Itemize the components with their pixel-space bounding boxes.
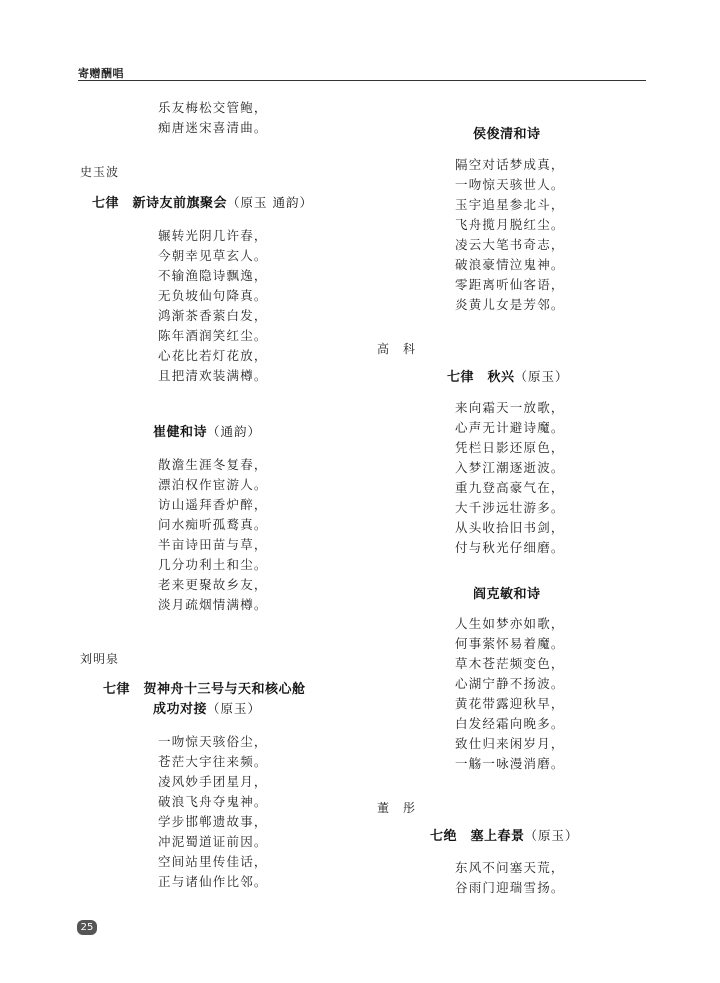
- poem-line: 正与诸仙作比邻。: [158, 874, 268, 889]
- poem-line: 付与秋光仔细磨。: [455, 540, 565, 555]
- poem-line: 辗转光阴几许春，: [158, 228, 268, 243]
- poem-line: 且把清欢装满樽。: [158, 368, 268, 383]
- poem-line: 人生如梦亦如歌，: [455, 616, 565, 631]
- poem-title-text: 七律 秋兴: [447, 370, 515, 385]
- poem-title-note: （原玉 通韵）: [227, 195, 313, 210]
- poem-line: 问水痴听孤鹜真。: [158, 517, 268, 532]
- poem-line: 鸿渐茶香萦白发，: [158, 308, 268, 323]
- poem-line: 东风不问塞天荒，: [455, 860, 565, 875]
- poem-line: 散澹生涯冬复春，: [158, 457, 268, 472]
- poem-line: 凭栏日影还原色，: [455, 440, 565, 455]
- poem-line: 苍茫大宇往来频。: [158, 754, 268, 769]
- poem-line: 来向霜天一放歌，: [455, 400, 565, 415]
- poem-line: 凌风妙手团星月，: [158, 774, 268, 789]
- section-title: 寄赠酬唱: [78, 67, 124, 80]
- poem-stanza: [158, 455, 268, 615]
- poem-title-note: （原玉）: [514, 369, 569, 384]
- poem-line: 几分功利土和尘。: [158, 557, 268, 572]
- poem-line: 黄花带露迎秋早，: [455, 696, 565, 711]
- poem-title-cont: [153, 698, 261, 717]
- poem-stanza: [455, 398, 565, 558]
- poem-author: 董 彤: [377, 801, 417, 815]
- poem-line: 破浪飞舟夺鬼神。: [158, 794, 268, 809]
- poem-line: 冲泥蜀道证前因。: [158, 834, 268, 849]
- poem-line: 一吻惊天骇俗尘，: [158, 734, 268, 749]
- poem-title-text: 成功对接: [153, 702, 208, 717]
- poem-line: 漂泊权作宦游人。: [158, 477, 268, 492]
- poem-line: 隔空对话梦成真，: [455, 157, 565, 172]
- poem-stanza: [158, 226, 268, 386]
- poem-line: 白发经霜向晚多。: [455, 716, 565, 731]
- poem-line: 痴唐迷宋喜清曲。: [158, 120, 268, 135]
- running-header: [78, 62, 646, 81]
- poem-author: 刘明泉: [80, 652, 120, 666]
- poem-line: 半亩诗田苗与草，: [158, 537, 268, 552]
- poem-title: [430, 825, 579, 844]
- poem-title-note: （原玉）: [207, 701, 262, 716]
- poem-author: 史玉波: [80, 165, 120, 179]
- poem-line: 重九登高豪气在，: [455, 480, 565, 495]
- poem-line: 访山遥拜香炉醉，: [158, 497, 268, 512]
- poem-line: 今朝幸见草玄人。: [158, 248, 268, 263]
- poem-title-note: （原玉）: [524, 828, 579, 843]
- poem-line: 一觞一咏漫消磨。: [455, 756, 565, 771]
- poem-title: 阎克敏和诗: [473, 587, 541, 602]
- poem-line: 大千涉远壮游多。: [455, 500, 565, 515]
- poem-line: 飞舟揽月脱红尘。: [455, 217, 565, 232]
- poem-line: 乐友梅松交管鲍，: [158, 100, 268, 115]
- poem-line: 破浪豪情泣鬼神。: [455, 257, 565, 272]
- poem-stanza: [455, 614, 565, 774]
- poem-stanza: [455, 155, 565, 315]
- poem-line: 心声无计避诗魔。: [455, 420, 565, 435]
- poem-line: 老来更聚故乡友，: [158, 577, 268, 592]
- poem-stanza: [158, 732, 268, 892]
- poem-line: 心湖宁静不扬波。: [455, 676, 565, 691]
- poem-title: 侯俊清和诗: [473, 127, 541, 142]
- poem-line: 不输渔隐诗飘逸，: [158, 268, 268, 283]
- poem-line: 一吻惊天骇世人。: [455, 177, 565, 192]
- poem-line: 心花比若灯花放，: [158, 348, 268, 363]
- page-number: 25: [77, 920, 97, 935]
- poem-line: 谷雨门迎瑞雪扬。: [455, 880, 565, 895]
- poem-line: 草木苍茫频变色，: [455, 656, 565, 671]
- poem-line: 凌云大笔书奇志，: [455, 237, 565, 252]
- poem-stanza: [455, 858, 565, 898]
- poem-line: 何事萦怀易着魔。: [455, 636, 565, 651]
- poem-line: 陈年酒润笑红尘。: [158, 328, 268, 343]
- poem-line: 玉宇追星参北斗，: [455, 197, 565, 212]
- poem-line: 入梦江潮逐逝波。: [455, 460, 565, 475]
- poem-line: 零距离听仙客语，: [455, 277, 565, 292]
- poem-title-note: （通韵）: [207, 424, 262, 439]
- poem-title-text: 崔健和诗: [153, 425, 208, 440]
- poem-title-text: 七绝 塞上春景: [430, 829, 525, 844]
- poem-line: 无负坡仙句降真。: [158, 288, 268, 303]
- poem-line: 空间站里传佳话，: [158, 854, 268, 869]
- poem-title: 七律 贺神舟十三号与天和核心舱: [103, 682, 306, 697]
- poem-line: 致仕归来闲岁月，: [455, 736, 565, 751]
- poem-title: [447, 366, 569, 385]
- poem-title: [92, 192, 313, 211]
- intro-stanza: [158, 98, 268, 138]
- poem-line: 学步邯郸遗故事，: [158, 814, 268, 829]
- poem-title: [153, 421, 261, 440]
- poem-line: 淡月疏烟情满樽。: [158, 597, 268, 612]
- poem-title-text: 七律 新诗友前旗聚会: [92, 196, 228, 211]
- poem-author: 高 科: [377, 342, 417, 356]
- poem-line: 炎黄儿女是芳邻。: [455, 297, 565, 312]
- poem-line: 从头收拾旧书剑，: [455, 520, 565, 535]
